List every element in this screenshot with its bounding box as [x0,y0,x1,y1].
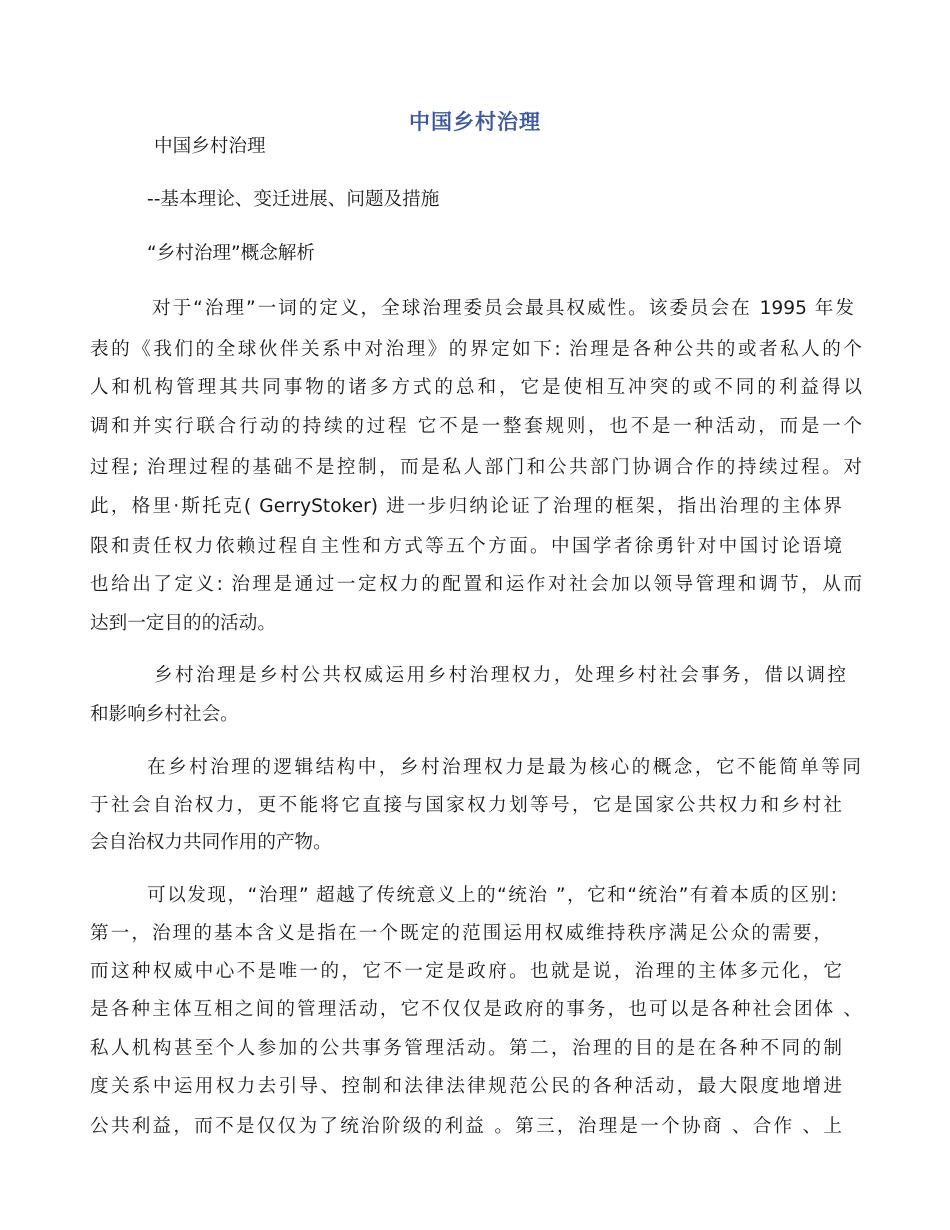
heading-2: --基本理论、变迁进展、问题及措施 [147,189,440,210]
heading-3: “乡村治理”概念解析 [147,243,316,264]
paragraph-1-line: 也给出了定义: 治理是通过一定权力的配置和运作对社会加以领导管理和调节，从而 [90,574,862,595]
paragraph-4-line: 可以发现，“治理” 超越了传统意义上的“统治 ”，它和“统治”有着本质的区别: [147,885,837,906]
paragraph-4-line: 是各种主体互相之间的管理活动，它不仅仅是政府的事务，也可以是各种社会团体 、 [90,999,862,1020]
paragraph-1-line: 调和并实行联合行动的持续的过程 它不是一整套规则，也不是一种活动，而是一个 [90,416,862,437]
paragraph-2-line: 和影响乡村社会。 [90,704,239,725]
paragraph-4-line: 第一，治理的基本含义是指在一个既定的范围运用权威维持秩序满足公众的需要， [90,923,832,944]
paragraph-1-line: 过程; 治理过程的基础不是控制，而是私人部门和公共部门协调合作的持续过程。对 [90,457,862,478]
paragraph-1-line: 人和机构管理其共同事物的诸多方式的总和，它是使相互冲突的或不同的利益得以 [90,377,862,398]
paragraph-1-line: 达到一定目的的活动。 [90,613,276,634]
paragraph-1-line: 表的《我们的全球伙伴关系中对治理》的界定如下: 治理是各种公共的或者私人的个 [90,339,862,360]
paragraph-4-line: 私人机构甚至个人参加的公共事务管理活动。第二，治理的目的是在各种不同的制 [90,1038,842,1059]
paragraph-1-line: 对于“治理”一词的定义，全球治理委员会最具权威性。该委员会在 1995 年发 [152,298,854,319]
paragraph-4-line: 公共利益，而不是仅仅为了统治阶级的利益 。第三，治理是一个协商 、合作 、上 [90,1116,842,1137]
paragraph-4-line: 度关系中运用权力去引导、控制和法律法律规范公民的各种活动，最大限度地增进 [90,1076,842,1097]
document-title: 中国乡村治理 [409,110,541,134]
paragraph-1-line: 限和责任权力依赖过程自主性和方式等五个方面。中国学者徐勇针对中国讨论语境 [90,536,842,557]
paragraph-4-line: 而这种权威中心不是唯一的，它不一定是政府。也就是说，治理的主体多元化，它 [90,961,842,982]
paragraph-2-line: 乡村治理是乡村公共权威运用乡村治理权力，处理乡村社会事务，借以调控 [154,665,846,686]
paragraph-3-line: 会自治权力共同作用的产物。 [90,832,332,853]
paragraph-3-line: 于社会自治权力，更不能将它直接与国家权力划等号，它是国家公共权力和乡村社 [90,795,842,816]
paragraph-1-line: 此，格里·斯托克( GerryStoker) 进一步归纳论证了治理的框架，指出治理的主体界 [90,496,842,517]
heading-1: 中国乡村治理 [154,136,266,157]
paragraph-3-line: 在乡村治理的逻辑结构中，乡村治理权力是最为核心的概念，它不能简单等同 [147,757,861,778]
